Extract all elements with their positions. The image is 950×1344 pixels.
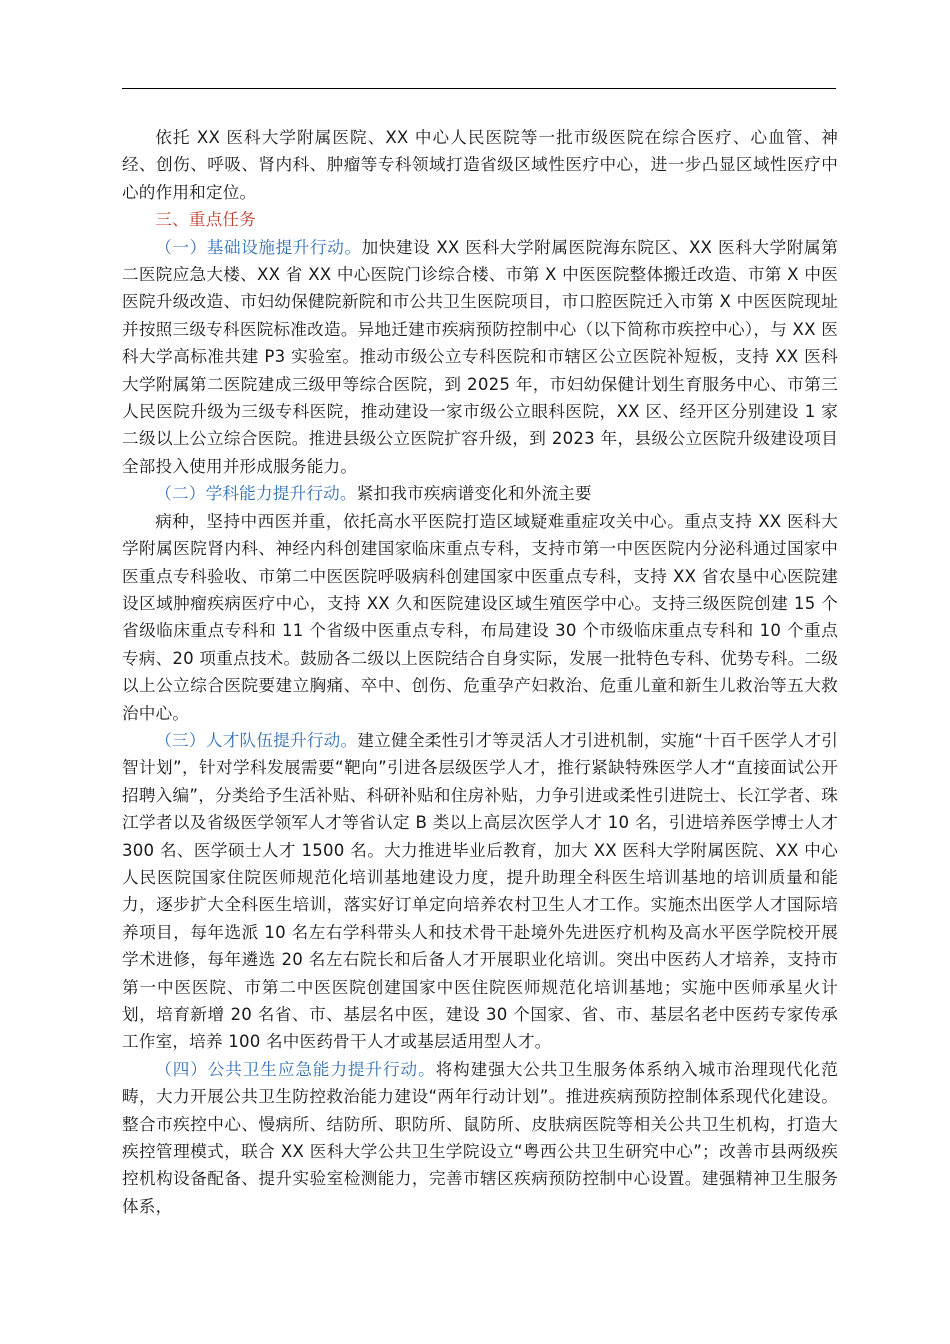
task-item-4 [122,1056,838,1220]
task-item-1 [122,234,838,481]
task-item-2-continuation: 病种，坚持中西医并重，依托高水平医院打造区域疑难重症攻关中心。重点支持 XX 医科大学附属医院肾内科、神经内科创建国家临床重点专科，支持市第一中医医院内分泌科通过国家中医重点专科验收、市第二中医医院呼吸病科创建国家中医重点专科，支持 XX 省农垦中心医院建设区域肿瘤疾病医疗中心，支持 XX 久和医院建设区域生殖医学中心。支持三级医院创建 15 个省级临床重点专科和 11 个省级中医重点专科，布局建设 30 个市级临床重点专科和 10 个重点专病、20 项重点技术。鼓励各二级以上医院结合自身实际，发展一批特色专科、优势专科。二级以上公立综合医院要建立胸痛、卒中、创伤、危重孕产妇救治、危重儿童和新生儿救治等五大救治中心。 [122,511,838,723]
task-item-2-text: 紧扣我市疾病谱变化和外流主要 [356,484,592,504]
section-heading [122,206,838,233]
task-item-4-label: （四）公共卫生应急能力提升行动。 [155,1059,436,1079]
task-item-3-text: 建立健全柔性引才等灵活人才引进机制，实施“十百千医学人才引智计划”，针对学科发展需要“靶向”引进各层级医学人才，推行紧缺特殊医学人才“直接面试公开招聘入编”，分类给予生活补贴、科研补贴和住房补贴，力争引进或柔性引进院士、长江学者、珠江学者以及省级医学领军人才等省认定 B 类以上高层次医学人才 10 名，引进培养医学博士人才 300 名、医学硕士人才 1500 名。大力推进毕业后教育，加大 XX 医科大学附属医院、XX 中心人民医院国家住院医师规范化培训基地建设力度，提升助理全科医生培训基地的培训质量和能力，逐步扩大全科医生培训，落实好订单定向培养农村卫生人才工作。实施杰出医学人才国际培养项目，每年选派 10 名左右学科带头人和技术骨干赴境外先进医疗机构及高水平医学院校开展学术进修，每年遴选 20 名左右院长和后备人才开展职业化培训。突出中医药人才培养，支持市第一中医医院、市第二中医医院创建国家中医住院医师规范化培训基地；实施中医师承星火计划，培育新增 20 名省、市、基层名中医，建设 30 个国家、省、市、基层名老中医药专家传承工作室，培养 100 名中医药骨干人才或基层适用型人才。 [122,730,838,1052]
task-item-1-text: 加快建设 XX 医科大学附属医院海东院区、XX 医科大学附属第二医院应急大楼、XX 省 XX 中心医院门诊综合楼、市第 X 中医医院整体搬迁改造、市第 X 中医医院升级改造、市妇幼保健院新院和市公共卫生医院项目，市口腔医院迁入市第 X 中医医院现址并按照三级专科医院标准改造。异地迁建市疾病预防控制中心（以下简称市疾控中心），与 XX 医科大学高标准共建 P3 实验室。推动市级公立专科医院和市辖区公立医院补短板，支持 XX 医科大学附属第二医院建成三级甲等综合医院，到 2025 年，市妇幼保健计划生育服务中心、市第三人民医院升级为三级专科医院，推动建设一家市级公立眼科医院，XX 区、经开区分别建设 1 家二级以上公立综合医院。推进县级公立医院扩容升级，到 2023 年，县级公立医院升级建设项目全部投入使用并形成服务能力。 [122,237,838,476]
header-rule [122,88,836,89]
task-item-3 [122,727,838,1056]
task-item-3-label: （三）人才队伍提升行动。 [155,730,358,750]
task-item-2 [122,480,838,507]
task-item-4-text: 将构建强大公共卫生服务体系纳入城市治理现代化范畴，大力开展公共卫生防控救治能力建设“两年行动计划”。推进疾病预防控制体系现代化建设。整合市疾控中心、慢病所、结防所、职防所、鼠防所、皮肤病医院等相关公共卫生机构，打造大疾控管理模式，联合 XX 医科大学公共卫生学院设立“粤西公共卫生研究中心”；改善市县两级疾控机构设备配备、提升实验室检测能力，完善市辖区疾病预防控制中心设置。建强精神卫生服务体系， [122,1059,838,1216]
task-item-1-label: （一）基础设施提升行动。 [155,237,362,257]
section-heading-text: 三、重点任务 [155,210,256,230]
document-body [122,124,838,1220]
task-item-2-label: （二）学科能力提升行动。 [155,484,357,504]
intro-paragraph: 依托 XX 医科大学附属医院、XX 中心人民医院等一批市级医院在综合医疗、心血管、神经、创伤、呼吸、肾内科、肿瘤等专科领域打造省级区域性医疗中心，进一步凸显区域性医疗中心的作用和定位。 [122,128,838,202]
